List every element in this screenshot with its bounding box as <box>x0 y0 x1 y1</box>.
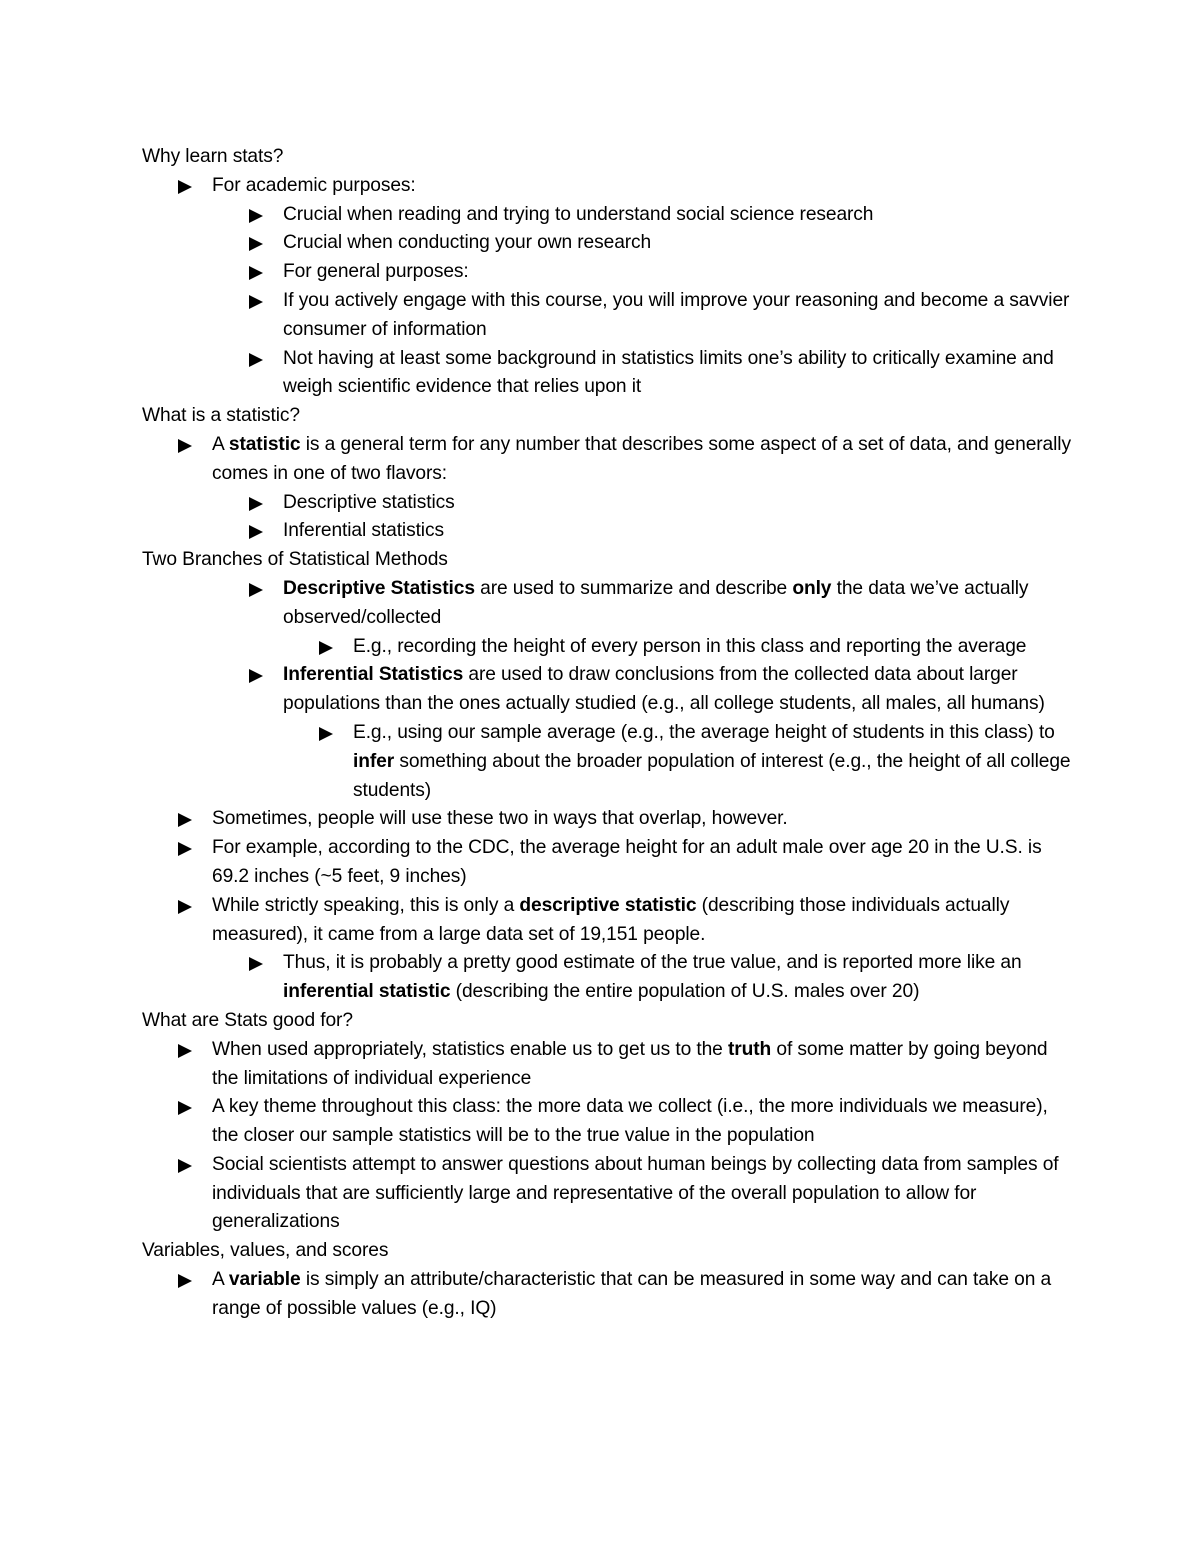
bullet-text <box>212 434 1071 484</box>
bold-term: inferential statistic <box>283 981 451 1003</box>
bullet-text <box>283 952 1022 1002</box>
bullet-item-level-2 <box>283 258 1072 287</box>
bullet-item-level-1 <box>212 1093 1072 1151</box>
text-run: If you actively engage with this course, you will improve your reasoning and become a savvier consumer of information <box>283 289 1070 340</box>
text-run: Sometimes, people will use these two in ways that overlap, however. <box>212 808 788 830</box>
bullet-text <box>212 1269 1051 1319</box>
bullet-item-level-1 <box>212 805 1072 834</box>
triangle-bullet-icon <box>178 180 192 194</box>
text-run: is a general term for any number that describes some aspect of a set of data, and generally comes in one of two flavors: <box>212 433 1071 484</box>
bullet-item-level-3 <box>353 719 1072 805</box>
bullet-item-level-1 <box>212 431 1072 489</box>
bullet-text <box>212 1096 1048 1146</box>
triangle-bullet-icon <box>249 669 263 683</box>
text-run: the data we’ve actually observed/collected <box>283 577 1029 628</box>
triangle-bullet-icon <box>249 353 263 367</box>
bullet-text <box>212 175 416 196</box>
bullet-item-level-3 <box>353 633 1072 662</box>
bold-term: only <box>792 577 832 599</box>
bullet-text <box>283 204 873 225</box>
triangle-bullet-icon <box>319 641 333 655</box>
bold-term: infer <box>353 750 395 772</box>
triangle-bullet-icon <box>249 957 263 971</box>
bullet-text <box>212 808 788 829</box>
text-run: When used appropriately, statistics enable us to get us to the <box>212 1038 728 1060</box>
bullet-item-level-1 <box>212 1036 1072 1094</box>
text-run: is simply an attribute/characteristic that can be measured in some way and can take on a range of possible values (e.g., IQ) <box>212 1269 1052 1319</box>
triangle-bullet-icon <box>178 900 192 914</box>
bullet-item-level-1 <box>212 172 1072 201</box>
text-run: Not having at least some background in statistics limits one’s ability to critically examine and weigh scientific evidence that relies upon it <box>283 347 1054 398</box>
triangle-bullet-icon <box>249 295 263 309</box>
triangle-bullet-icon <box>178 1101 192 1115</box>
text-run: Crucial when conducting your own research <box>283 232 652 254</box>
triangle-bullet-icon <box>319 727 333 741</box>
bold-term: statistic <box>228 433 301 455</box>
bullet-item-level-1 <box>212 1151 1072 1237</box>
bold-term: descriptive statistic <box>519 894 697 916</box>
bullet-item-level-1 <box>212 1266 1072 1324</box>
triangle-bullet-icon <box>249 497 263 511</box>
triangle-bullet-icon <box>249 525 263 539</box>
bold-term: variable <box>228 1269 301 1291</box>
bullet-text <box>283 348 1054 398</box>
text-run: are used to summarize and describe <box>474 577 793 599</box>
text-run: A <box>212 1269 229 1291</box>
triangle-bullet-icon <box>249 266 263 280</box>
text-run: For academic purposes: <box>212 174 416 196</box>
bullet-text <box>283 232 651 253</box>
triangle-bullet-icon <box>249 209 263 223</box>
section-heading: What is a statistic? <box>142 405 300 427</box>
bullet-text <box>283 578 1028 628</box>
triangle-bullet-icon <box>178 1159 192 1173</box>
text-run: A <box>212 433 229 455</box>
triangle-bullet-icon <box>249 583 263 597</box>
triangle-bullet-icon <box>178 813 192 827</box>
text-run: A key theme throughout this class: the more data we collect (i.e., the more individuals we measure), the closer our sample statistics will be to the true value in the population <box>212 1096 1048 1147</box>
text-run: (describing those individuals actually measured), it came from a large data set of 19,151 people. <box>212 894 1010 945</box>
document-body <box>142 143 1072 1324</box>
bullet-text <box>212 895 1009 945</box>
section-heading: Two Branches of Statistical Methods <box>142 549 448 571</box>
text-run: E.g., recording the height of every person in this class and reporting the average <box>353 635 1027 657</box>
triangle-bullet-icon <box>178 1274 192 1288</box>
text-run: Inferential statistics <box>283 520 444 542</box>
triangle-bullet-icon <box>178 842 192 856</box>
bullet-text <box>283 290 1069 340</box>
bullet-text <box>353 636 1026 657</box>
section-heading: What are Stats good for? <box>142 1009 353 1031</box>
bullet-item-level-2 <box>283 287 1072 345</box>
bullet-item-level-2 <box>283 949 1072 1007</box>
text-run: of some matter by going beyond the limitations of individual experience <box>212 1038 1048 1089</box>
bullet-item-level-1 <box>212 834 1072 892</box>
text-run: (describing the entire population of U.S. males over 20) <box>450 981 920 1003</box>
bullet-text <box>212 837 1042 887</box>
text-run: For example, according to the CDC, the average height for an adult male over age 20 in the U.S. is 69.2 inches (~5 feet, 9 inches) <box>212 837 1042 887</box>
text-run: Social scientists attempt to answer questions about human beings by collecting data from samples of individuals that are sufficiently large and representative of the overall population to allow for generalizations <box>212 1153 1059 1233</box>
text-run: While strictly speaking, this is only a <box>212 894 520 916</box>
text-run: something about the broader population of interest (e.g., the height of all college students) <box>353 750 1071 801</box>
bullet-text <box>212 1039 1048 1089</box>
text-run: Crucial when reading and trying to understand social science research <box>283 203 874 225</box>
bullet-text <box>353 722 1071 801</box>
text-run: E.g., using our sample average (e.g., the average height of students in this class) to <box>353 721 1055 743</box>
bullet-text <box>283 492 455 513</box>
triangle-bullet-icon <box>249 237 263 251</box>
bullet-item-level-1 <box>212 892 1072 950</box>
bullet-item-level-2 <box>283 517 1072 546</box>
text-run: are used to draw conclusions from the collected data about larger populations than the ones actually studied (e.g., all college students, all males, all humans) <box>283 664 1045 715</box>
bullet-text <box>212 1154 1059 1233</box>
text-run: Thus, it is probably a pretty good estimate of the true value, and is reported more like an <box>283 952 1022 974</box>
bullet-item-level-2 <box>283 661 1072 719</box>
bullet-item-level-2 <box>283 201 1072 230</box>
bullet-item-level-2 <box>283 575 1072 633</box>
triangle-bullet-icon <box>178 439 192 453</box>
bold-term: truth <box>727 1038 772 1060</box>
text-run: Descriptive statistics <box>283 491 455 513</box>
text-run: For general purposes: <box>283 261 469 283</box>
bullet-text <box>283 261 469 282</box>
triangle-bullet-icon <box>178 1044 192 1058</box>
bullet-text <box>283 520 444 541</box>
section-heading: Variables, values, and scores <box>142 1240 389 1262</box>
bold-term: Descriptive Statistics <box>283 577 475 599</box>
bullet-text <box>283 664 1045 714</box>
bold-term: Inferential Statistics <box>283 664 464 686</box>
section-heading: Why learn stats? <box>142 146 284 167</box>
bullet-item-level-2 <box>283 229 1072 258</box>
bullet-item-level-2 <box>283 489 1072 518</box>
bullet-item-level-2 <box>283 345 1072 403</box>
